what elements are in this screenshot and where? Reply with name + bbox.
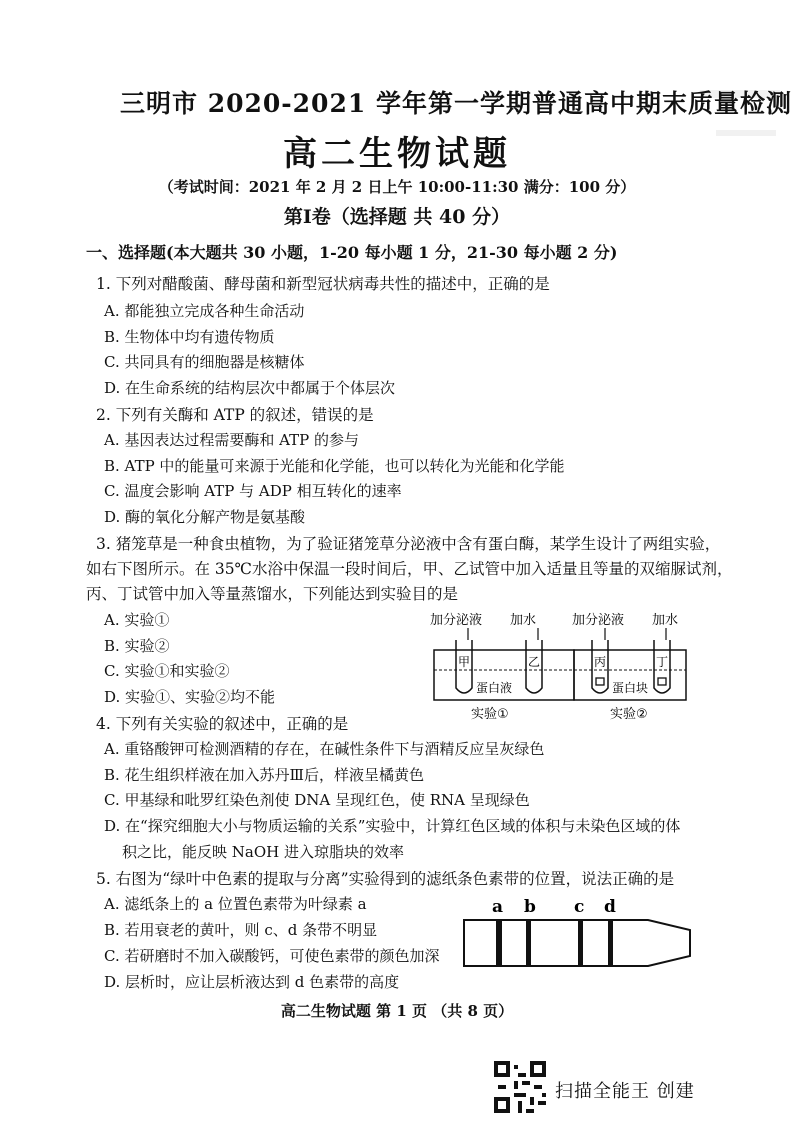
question-1-option-d: D. 在生命系统的结构层次中都属于个体层次 [104,379,396,397]
strip-label-a: a [492,898,504,917]
experiment-2-figure [570,610,690,725]
qr-code-icon [494,1061,546,1113]
exp2-label-right: 加水 [652,613,679,628]
exp1-label-right: 加水 [510,613,537,628]
question-5-option-a: A. 滤纸条上的 a 位置色素带为叶绿素 a [104,895,367,913]
question-5-option-b: B. 若用衰老的黄叶，则 c、d 条带不明显 [104,921,378,939]
question-4-option-d: D. 在“探究细胞大小与物质运输的关系”实验中，计算红色区域的体积与未染色区域的体 [104,817,681,835]
scanner-watermark: 扫描全能王 创建 [555,1081,695,1102]
question-1-option-a: A. 都能独立完成各种生命活动 [104,302,305,320]
exp1-tube-right-label: 乙 [528,655,541,669]
question-3-option-a: A. 实验① [104,611,170,629]
band-b [526,920,531,966]
question-3-stem-line3: 丙、丁试管中加入等量蒸馏水，下列能达到实验目的是 [86,585,459,603]
question-4-option-a: A. 重铬酸钾可检测酒精的存在，在碱性条件下与酒精反应呈灰绿色 [104,740,545,758]
question-3-option-b: B. 实验② [104,637,170,655]
exp2-protein-block-right [658,678,666,685]
question-2-option-a: A. 基因表达过程需要酶和 ATP 的参与 [104,431,360,449]
exp2-caption: 实验② [610,707,648,722]
section-heading: 一、选择题(本大题共 30 小题，1-20 每小题 1 分，21-30 每小题 2 分) [86,243,618,262]
question-2-option-c: C. 温度会影响 ATP 与 ADP 相互转化的速率 [104,482,402,500]
question-2-stem: 2. 下列有关酶和 ATP 的叙述，错误的是 [96,406,374,424]
exp2-protein-block-left [596,678,604,685]
question-5-option-c: C. 若研磨时不加入碳酸钙，可使色素带的颜色加深 [104,947,440,965]
question-3-stem-line2: 如右下图所示。在 35℃水浴中保温一段时间后，甲、乙试管中加入适量且等量的双缩脲试剂， [86,560,733,578]
question-3-option-c: C. 实验①和实验② [104,662,230,680]
question-5-option-d: D. 层析时，应让层析液达到 d 色素带的高度 [104,973,400,991]
question-2-option-b: B. ATP 中的能量可来源于光能和化学能，也可以转化为光能和化学能 [104,457,565,475]
strip-label-b: b [524,898,536,917]
page-footer: 高二生物试题 第 1 页 （共 8 页） [280,1002,514,1020]
exam-info: （考试时间：2021 年 2 月 2 日上午 10:00-11:30 满分：100 分） [158,178,636,196]
question-1-stem: 1. 下列对醋酸菌、酵母菌和新型冠状病毒共性的描述中，正确的是 [96,275,550,293]
exp2-tube-left-label: 丙 [594,655,607,669]
strip-label-d: d [604,898,616,917]
question-5-stem: 5. 右图为“绿叶中色素的提取与分离”实验得到的滤纸条色素带的位置，说法正确的是 [96,870,675,888]
band-a [496,920,502,966]
band-d [608,920,613,966]
question-3-option-d: D. 实验①、实验②均不能 [104,688,276,706]
strip-label-c: c [574,898,585,917]
exam-title-line2: 高二生物试题 [283,134,511,174]
exp2-content-label: 蛋白块 [612,681,649,695]
band-c [578,920,583,966]
exp2-label-left: 加分泌液 [572,613,625,628]
question-4-option-b: B. 花生组织样液在加入苏丹Ⅲ后，样液呈橘黄色 [104,766,425,784]
exp1-caption: 实验① [471,707,509,722]
part-title: 第Ⅰ卷（选择题 共 40 分） [283,206,511,228]
pigment-strip-figure [462,898,694,968]
exp1-label-left: 加分泌液 [430,613,483,628]
question-4-option-c: C. 甲基绿和吡罗红染色剂使 DNA 呈现红色，使 RNA 呈现绿色 [104,791,530,809]
exp2-tube-right-label: 丁 [656,655,669,669]
question-2-option-d: D. 酶的氧化分解产物是氨基酸 [104,508,306,526]
question-1-option-b: B. 生物体中均有遗传物质 [104,328,275,346]
question-4-stem: 4. 下列有关实验的叙述中，正确的是 [96,715,349,733]
exam-title-line1: 三明市 2020-2021 学年第一学期普通高中期末质量检测 [120,89,792,118]
exp1-content-label: 蛋白液 [476,681,513,695]
question-4-option-d-cont: 积之比，能反映 NaOH 进入琼脂块的效率 [122,843,404,861]
question-3-stem: 3. 猪笼草是一种食虫植物，为了验证猪笼草分泌液中含有蛋白酶，某学生设计了两组实验， [96,535,721,553]
question-1-option-c: C. 共同具有的细胞器是核糖体 [104,353,305,371]
exp1-tube-left-label: 甲 [458,655,471,669]
